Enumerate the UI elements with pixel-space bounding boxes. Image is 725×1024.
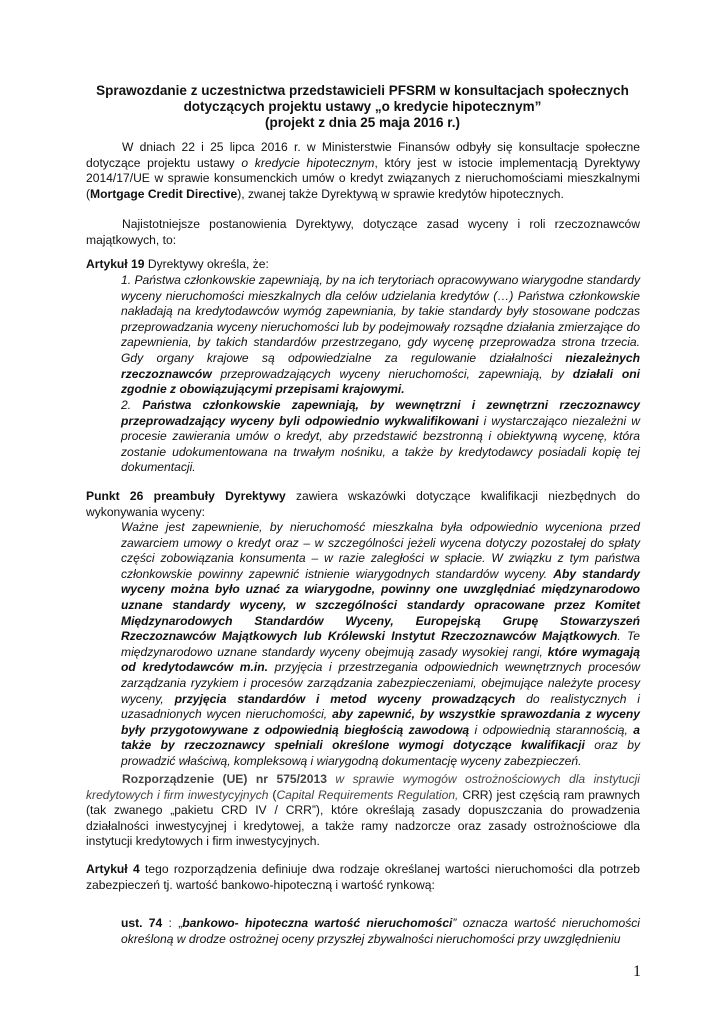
title-line-2: dotyczących projektu ustawy „o kredycie hipotecznym” [183, 99, 542, 114]
quote3-bold-5: a także by rzeczoznawcy spełniali określone wymogi dotyczące kwalifikacji [121, 722, 640, 753]
quote3-text-3: przyjęcia i przestrzegania odpowiednich wewnętrznych procesów zarządzania ryzykiem i procesów zarządzania zabezpieczeniami, obejmujące należyte procesy wyceny, [121, 660, 640, 706]
quote-ust-74 [121, 916, 640, 947]
article-4-paragraph [86, 862, 640, 893]
quote3-bold-1: Aby standardy wyceny można było uznać za wiarygodne, powinny one uwzględniać międzynarodowo uznane standardy wyceny, w szczególności standardy opracowane przez Komitet Międzynarodowych Standardów Wyceny, Europejską Grupę Stowarzyszeń Rzeczoznawców Majątkowych lub Królewski Instytut Rzeczoznawców Majątkowych [121, 566, 640, 644]
quote3-text-2: . Te międzynarodowo uznane standardy wyceny obejmują zasady wysokiej rangi, [121, 629, 640, 659]
ust74-term: bankowo- hipoteczna wartość nieruchomości [182, 916, 453, 930]
quote3-text-1: Ważne jest zapewnienie, by nieruchomość mieszkalna była odpowiednio wyceniona przed zawarciem umowy o kredyt oraz – w szczególności jeżeli wycena dotyczy pozostałej do spłaty części zobowiązania konsumenta – w razie zaległości w spłacie. W związku z tym państwa członkowskie powinny zapewnić istnienie wiarygodnych standardów wyceny. [121, 520, 640, 581]
quote-recital-26 [121, 520, 640, 770]
recital-26-text: zawiera wskazówki dotyczące kwalifikacji niezbędnych do wykonywania wyceny: [86, 489, 640, 519]
regulation-text-2: CRR) jest częścią ram prawnych (tak zwanego „pakietu CRD IV / CRR”), które określają zasady dopuszczania do prowadzenia działalności inwestycyjnej i kredytowej, a także ramy nadzorcze oraz zasady ostrożnościowe dla instytucji kredytowych i firm inwestycyjnych. [86, 787, 640, 849]
quote-article-19-point-1 [121, 273, 640, 398]
ust74-text-1: : „ [162, 916, 183, 930]
page-number: 1 [633, 963, 641, 980]
quote3-text-6: oraz by prowadzić właściwą, kompleksową i wiarygodną dokumentację wyceny zabezpieczeń. [121, 738, 640, 768]
intro-paragraph [86, 140, 640, 202]
regulation-name: Rozporządzenie (UE) nr 575/2013 [122, 772, 327, 786]
article-4-label: Artykuł 4 [86, 862, 140, 876]
quote1-bold-1: niezależnych rzeczoznawców [121, 350, 640, 381]
regulation-title: w sprawie wymogów ostrożnościowych dla instytucji kredytowych i firm inwestycyjnych [86, 772, 640, 802]
ust74-definition: ” oznacza wartość nieruchomości określoną w drodze ostrożnej oceny przyszłej zbywalności nieruchomości przy uwzględnieniu [121, 916, 640, 946]
ust74-label: ust. 74 [121, 916, 163, 930]
quote2-text-1: 2. [121, 398, 143, 412]
quote1-text-2: przeprowadzających wyceny nieruchomości, zapewniają, by [211, 366, 573, 381]
quote3-bold-2: które wymagają od kredytodawców m.in. [121, 644, 640, 675]
quote1-text-1: 1. Państwa członkowskie zapewniają, by na ich terytoriach opracowywano wiarygodne standardy wyceny nieruchomości mieszkalnych dla celów udzielania kredytów (…) Państwa członkowskie nakładają na kredytodawców wymóg zapewniania, by takie standardy były stosowane podczas przeprowadzania wyceny nieruchomości lub by podejmowały rozsądne działania zmierzające do zapewnienia, by takich standardów przestrzegano, gdy wycenę przeprowadza strona trzecia. Gdy organy krajowe są odpowiedzialne za regulowanie działalności [121, 273, 640, 365]
quote1-bold-2: działali oni zgodnie z obowiązującymi przepisami krajowymi. [121, 366, 640, 397]
article-19-heading [86, 257, 640, 273]
provisions-paragraph: Najistotniejsze postanowienia Dyrektywy, dotyczące zasad wyceny i roli rzeczoznawców majątkowych, to: [86, 217, 640, 247]
article-4-text: tego rozporządzenia definiuje dwa rodzaje określanej wartości nieruchomości dla potrzeb zabezpieczeń tj. wartość bankowo-hipoteczną i wartość rynkową: [86, 862, 640, 892]
quote2-text-2: i wystarczająco niezależni w procesie zawierania umów o kredyt, aby przedstawić bezstronną i obiektywną wycenę, która zostanie udokumentowana na trwałym nośniku, a także by kredytodawcy posiadali kopię tej dokumentacji. [121, 413, 640, 475]
intro-text-3: ), zwanej także Dyrektywą w sprawie kredytów hipotecznych. [237, 186, 564, 201]
recital-26-label: Punkt 26 preambuły Dyrektywy [86, 489, 286, 503]
title-line-1: Sprawozdanie z uczestnictwa przedstawicieli PFSRM w konsultacjach społecznych [96, 83, 629, 98]
document-title [70, 83, 655, 131]
quote3-text-5: i odpowiednią starannością, [469, 722, 634, 737]
quote3-text-4: do realistycznych i uzasadnionych wycen nieruchomości, [121, 691, 640, 722]
intro-text-2: , który jest w istocie implementacją Dyrektywy 2014/17/UE w sprawie konsumenckich umów o kredyt związanych z nieruchomościami mieszkalnymi ( [86, 155, 640, 201]
regulation-english-name: Capital Requirements Regulation, [276, 787, 459, 802]
regulation-text-1: ( [268, 787, 277, 802]
article-19-text: Dyrektywy określa, że: [144, 257, 269, 271]
recital-26-paragraph [86, 489, 640, 520]
article-19-label: Artykuł 19 [86, 257, 145, 271]
quote3-bold-3: przyjęcia standardów i metod wyceny prowadzących [174, 691, 516, 706]
title-line-3: (projekt z dnia 25 maja 2016 r.) [264, 115, 461, 130]
intro-text-1: W dniach 22 i 25 lipca 2016 r. w Ministerstwie Finansów odbyły się konsultacje społeczne dotyczące projektu ustawy [86, 140, 640, 170]
quote3-bold-4: aby zapewnić, by wszystkie sprawozdania z wyceny były przygotowywane z odpowiednią biegłością zawodową [121, 707, 640, 737]
intro-law-name: o kredycie hipotecznym [241, 155, 375, 170]
intro-directive-name: Mortgage Credit Directive [90, 186, 238, 201]
quote2-bold-1: Państwa członkowskie zapewniają, by wewnętrzni i zewnętrzni rzeczoznawcy przeprowadzający wyceny byli odpowiednio wykwalifikowani [121, 398, 640, 428]
regulation-paragraph [86, 772, 640, 850]
quote-article-19-point-2 [121, 398, 640, 476]
